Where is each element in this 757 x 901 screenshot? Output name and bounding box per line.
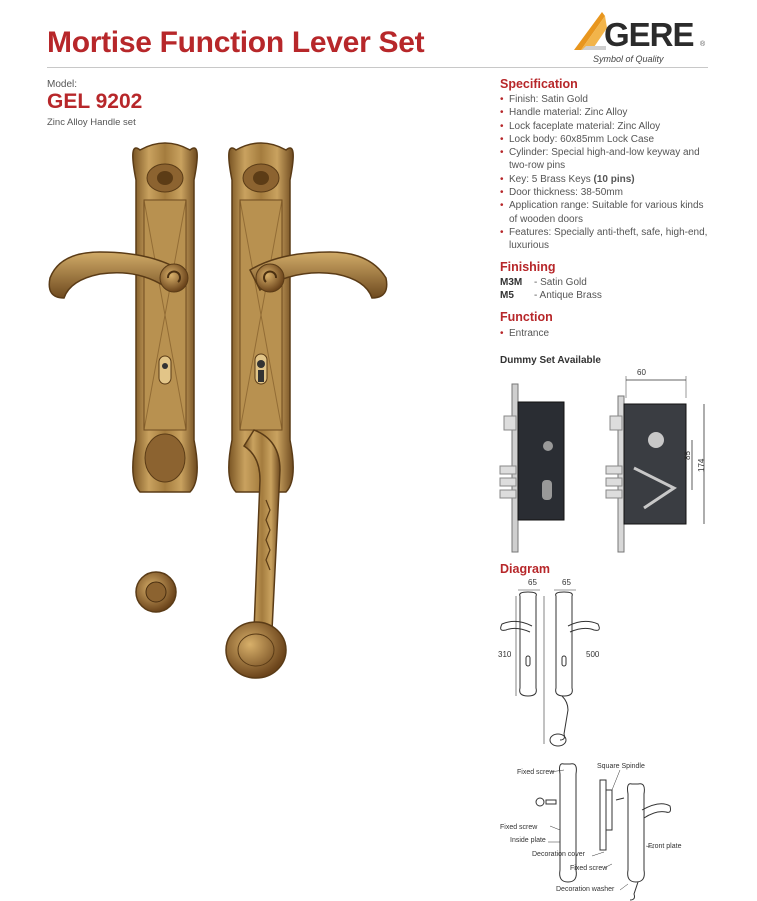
lock-case-diagram xyxy=(604,368,724,553)
callout-inside-plate: Inside plate xyxy=(510,837,546,844)
finish-row xyxy=(500,289,602,302)
finishing-heading: Finishing xyxy=(500,260,556,274)
key-pins: (10 pins) xyxy=(593,173,635,185)
dim-left-height: 310 xyxy=(498,650,512,659)
registered-mark: ® xyxy=(700,41,706,48)
brand-name: GERE xyxy=(604,16,694,53)
spec-item: • Lock body: 60x85mm Lock Case xyxy=(500,133,710,146)
spec-item: • Application range: Suitable for various kinds of wooden doors xyxy=(500,199,710,226)
spec-item: • Finish: Satin Gold xyxy=(500,93,710,106)
spec-item: • Features: Specially anti-theft, safe, high-end, luxurious xyxy=(500,226,710,253)
specification-list xyxy=(500,93,710,253)
callout-fixed-screw-mid: Fixed screw xyxy=(500,824,538,831)
spec-item: • Handle material: Zinc Alloy xyxy=(500,106,710,119)
product-photo xyxy=(40,140,410,700)
dim-left-width: 65 xyxy=(528,578,537,587)
finish-code: M3M xyxy=(500,277,523,288)
spec-item: • Lock faceplate material: Zinc Alloy xyxy=(500,120,710,133)
diagram-heading: Diagram xyxy=(500,562,551,576)
page-title: Mortise Function Lever Set xyxy=(47,26,425,59)
model-description: Zinc Alloy Handle set xyxy=(47,117,136,128)
dimension-drawing xyxy=(496,578,616,748)
finish-name: - Satin Gold xyxy=(534,277,587,288)
dim-inner-height: 85 xyxy=(683,451,692,460)
dim-width: 60 xyxy=(637,368,646,377)
finish-row xyxy=(500,276,587,289)
finish-name: - Antique Brass xyxy=(534,290,602,301)
dim-right-width: 65 xyxy=(562,578,571,587)
brand-tagline: Symbol of Quality xyxy=(593,54,664,64)
callout-fixed-screw-top: Fixed screw xyxy=(517,769,555,776)
dim-right-height: 500 xyxy=(586,650,600,659)
callout-square-spindle: Square Spindle xyxy=(597,763,645,770)
dim-outer-height: 174 xyxy=(697,458,706,472)
spec-item-key xyxy=(500,173,710,186)
inside-plate xyxy=(133,143,197,492)
header-divider xyxy=(47,67,708,68)
spec-item: • Cylinder: Special high-and-low keyway and two-row pins xyxy=(500,146,710,173)
exploded-view xyxy=(520,760,700,900)
callout-decoration-washer: Decoration washer xyxy=(556,886,615,893)
lock-case-photo xyxy=(498,368,598,553)
function-item: • Entrance xyxy=(500,327,710,340)
function-heading: Function xyxy=(500,310,553,324)
finish-code: M5 xyxy=(500,290,514,301)
function-list xyxy=(500,327,710,340)
key-text: Key: 5 Brass Keys xyxy=(509,173,594,185)
callout-front-plate: Front plate xyxy=(648,843,682,850)
callout-fixed-screw-bottom: Fixed screw xyxy=(570,865,608,872)
model-label: Model: xyxy=(47,79,78,90)
dummy-set-label: Dummy Set Available xyxy=(500,355,601,366)
escutcheon xyxy=(136,572,176,612)
spec-item: • Door thickness: 38-50mm xyxy=(500,186,710,199)
callout-decoration-cover: Decoration cover xyxy=(532,851,585,858)
model-number: GEL 9202 xyxy=(47,90,143,113)
specification-heading: Specification xyxy=(500,77,578,91)
